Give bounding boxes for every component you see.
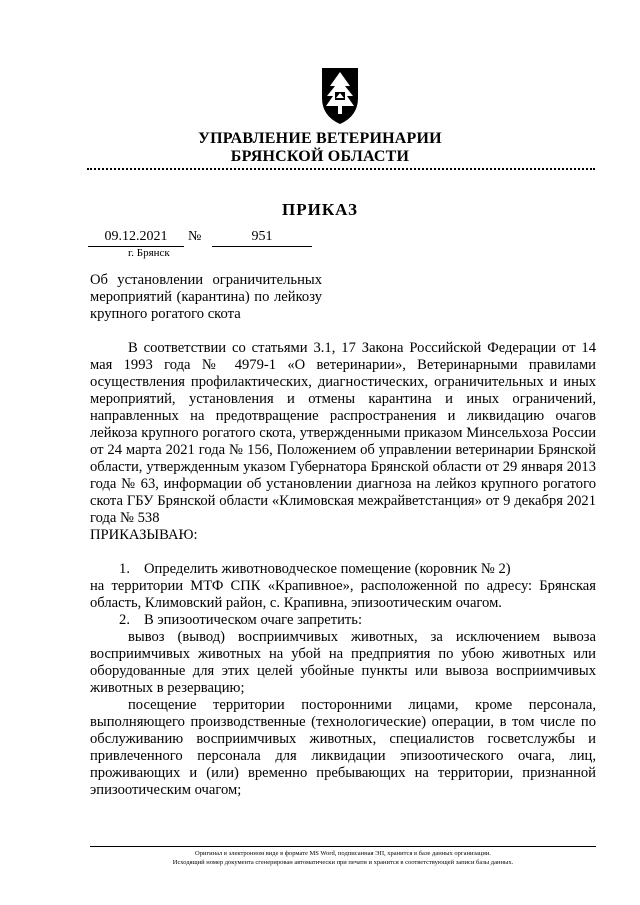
header-divider xyxy=(87,168,595,170)
number-sign: № xyxy=(188,229,202,244)
org-name-line1: УПРАВЛЕНИЕ ВЕТЕРИНАРИИ xyxy=(198,130,442,147)
item-1-number: 1. xyxy=(119,561,130,577)
preamble-paragraph: В соответствии со статьями 3.1, 17 Закона Российской Федерации от 14 мая 1993 года № 4979-1 «О ветеринарии», Ветеринарными правилами осуществления профилактических, диагностических, ограничительных и иных мероприятий, установления и отмены карантина и иных ограничений, направленных на предотвращение распространения и ликвидацию очагов лейкоза крупного рогатого скота, утвержденными приказом Минсельхоза России от 24 марта 2021 года № 156, Положением об управлении ветеринарии Брянской области, утвержденным указом Губернатора Брянской области от 29 января 2013 года № 63, информации об установлении диагноза на лейкоз крупного рогатого скота ГБУ Брянской области «Климовская межрайветстанция» от 9 декабря 2021 года № 538 xyxy=(90,340,596,526)
ban-1: вывоз (вывод) восприимчивых животных, за исключением вывоза восприимчивых животных на убой на предприятия по убою животных или оборудованные для этих целей убойные пункты или вывоза восприимчивых животных в резервацию; xyxy=(90,629,596,696)
item-2 xyxy=(52,612,596,629)
ban-2: посещение территории посторонними лицами, кроме персонала, выполняющего производственные (технологические) операции, в том числе по обслуживанию восприимчивых животных, специалистов госветслужбы и привлеченного персонала для ликвидации эпизоотического очага, лиц, проживающих и (или) временно пребывающих на территории, признанной эпизоотическим очагом; xyxy=(90,697,596,798)
item-2-text: В эпизоотическом очаге запретить: xyxy=(144,612,363,628)
document-body xyxy=(90,340,596,799)
coat-of-arms-icon xyxy=(316,64,364,126)
footer-divider xyxy=(90,846,596,847)
document-city: г. Брянск xyxy=(128,247,170,259)
item-1 xyxy=(52,561,596,578)
document-number: 951 xyxy=(212,229,312,247)
item-1-text-b: на территории МТФ СПК «Крапивное», расположенной по адресу: Брянская область, Климовский район, с. Крапивна, эпизоотическим очагом. xyxy=(90,578,596,611)
org-name-line2: БРЯНСКОЙ ОБЛАСТИ xyxy=(230,148,410,165)
footer-line2: Исходящий номер документа сгенерирован автоматически при печати и хранится в соответствующей записи базы данных. xyxy=(172,859,514,866)
footer-line1: Оригинал в электронном виде в формате MS Word, подписанная ЭП, хранится в базе данных организации. xyxy=(195,850,491,857)
order-word: ПРИКАЗЫВАЮ: xyxy=(90,527,198,543)
item-1-text-a: Определить животноводческое помещение (коровник № 2) xyxy=(144,561,511,577)
document-date: 09.12.2021 xyxy=(88,229,184,247)
document-title: ПРИКАЗ xyxy=(282,200,358,219)
item-2-number: 2. xyxy=(119,612,130,628)
document-subject: Об установлении ограничительных мероприятий (карантина) по лейкозу крупного рогатого скота xyxy=(90,272,322,322)
